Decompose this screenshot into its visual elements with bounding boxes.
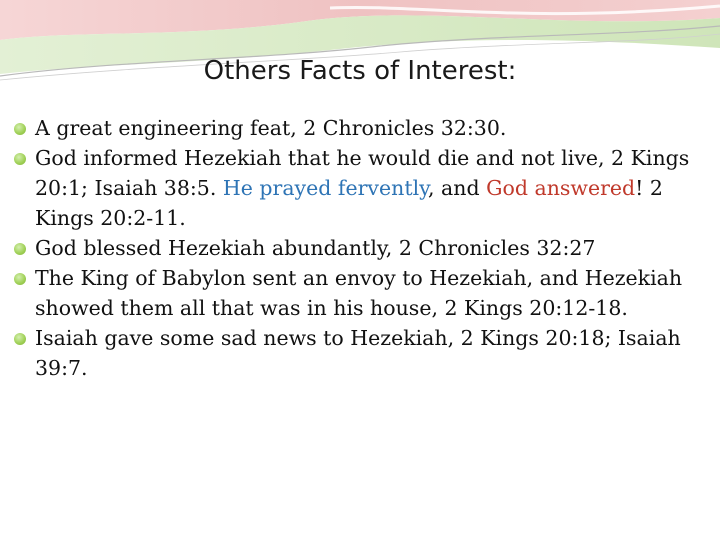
bullet-text: God blessed Hezekiah abundantly, 2 Chronicles 32:27 <box>35 236 596 260</box>
bullet-list <box>14 113 714 383</box>
bullet-dot-icon <box>14 123 26 135</box>
page-title: Others Facts of Interest: <box>203 56 517 86</box>
bullet-text: , and <box>428 176 487 200</box>
bullet-dot-icon <box>14 273 26 285</box>
bullet-dot-icon <box>14 153 26 165</box>
list-item <box>14 113 714 143</box>
highlight-prayed: He prayed fervently <box>222 176 428 200</box>
highlight-answered: God answered <box>486 176 636 200</box>
list-item <box>14 143 714 233</box>
bullet-text: A great engineering feat, 2 Chronicles 32:30. <box>35 116 507 140</box>
bullet-dot-icon <box>14 333 26 345</box>
list-item <box>14 323 714 383</box>
list-item <box>14 233 714 263</box>
bullet-text: Isaiah gave some sad news to Hezekiah, 2 Kings 20:18; Isaiah 39:7. <box>35 326 681 380</box>
bullet-text: ! 2 Kings 20:2-11. <box>35 176 663 230</box>
bullet-dot-icon <box>14 243 26 255</box>
bullet-text: God informed Hezekiah that he would die and not live, 2 Kings 20:1; Isaiah 38:5. <box>35 146 690 200</box>
bullet-text: The King of Babylon sent an envoy to Hezekiah, and Hezekiah showed them all that was in his house, 2 Kings 20:12-18. <box>35 266 683 320</box>
list-item <box>14 263 714 323</box>
